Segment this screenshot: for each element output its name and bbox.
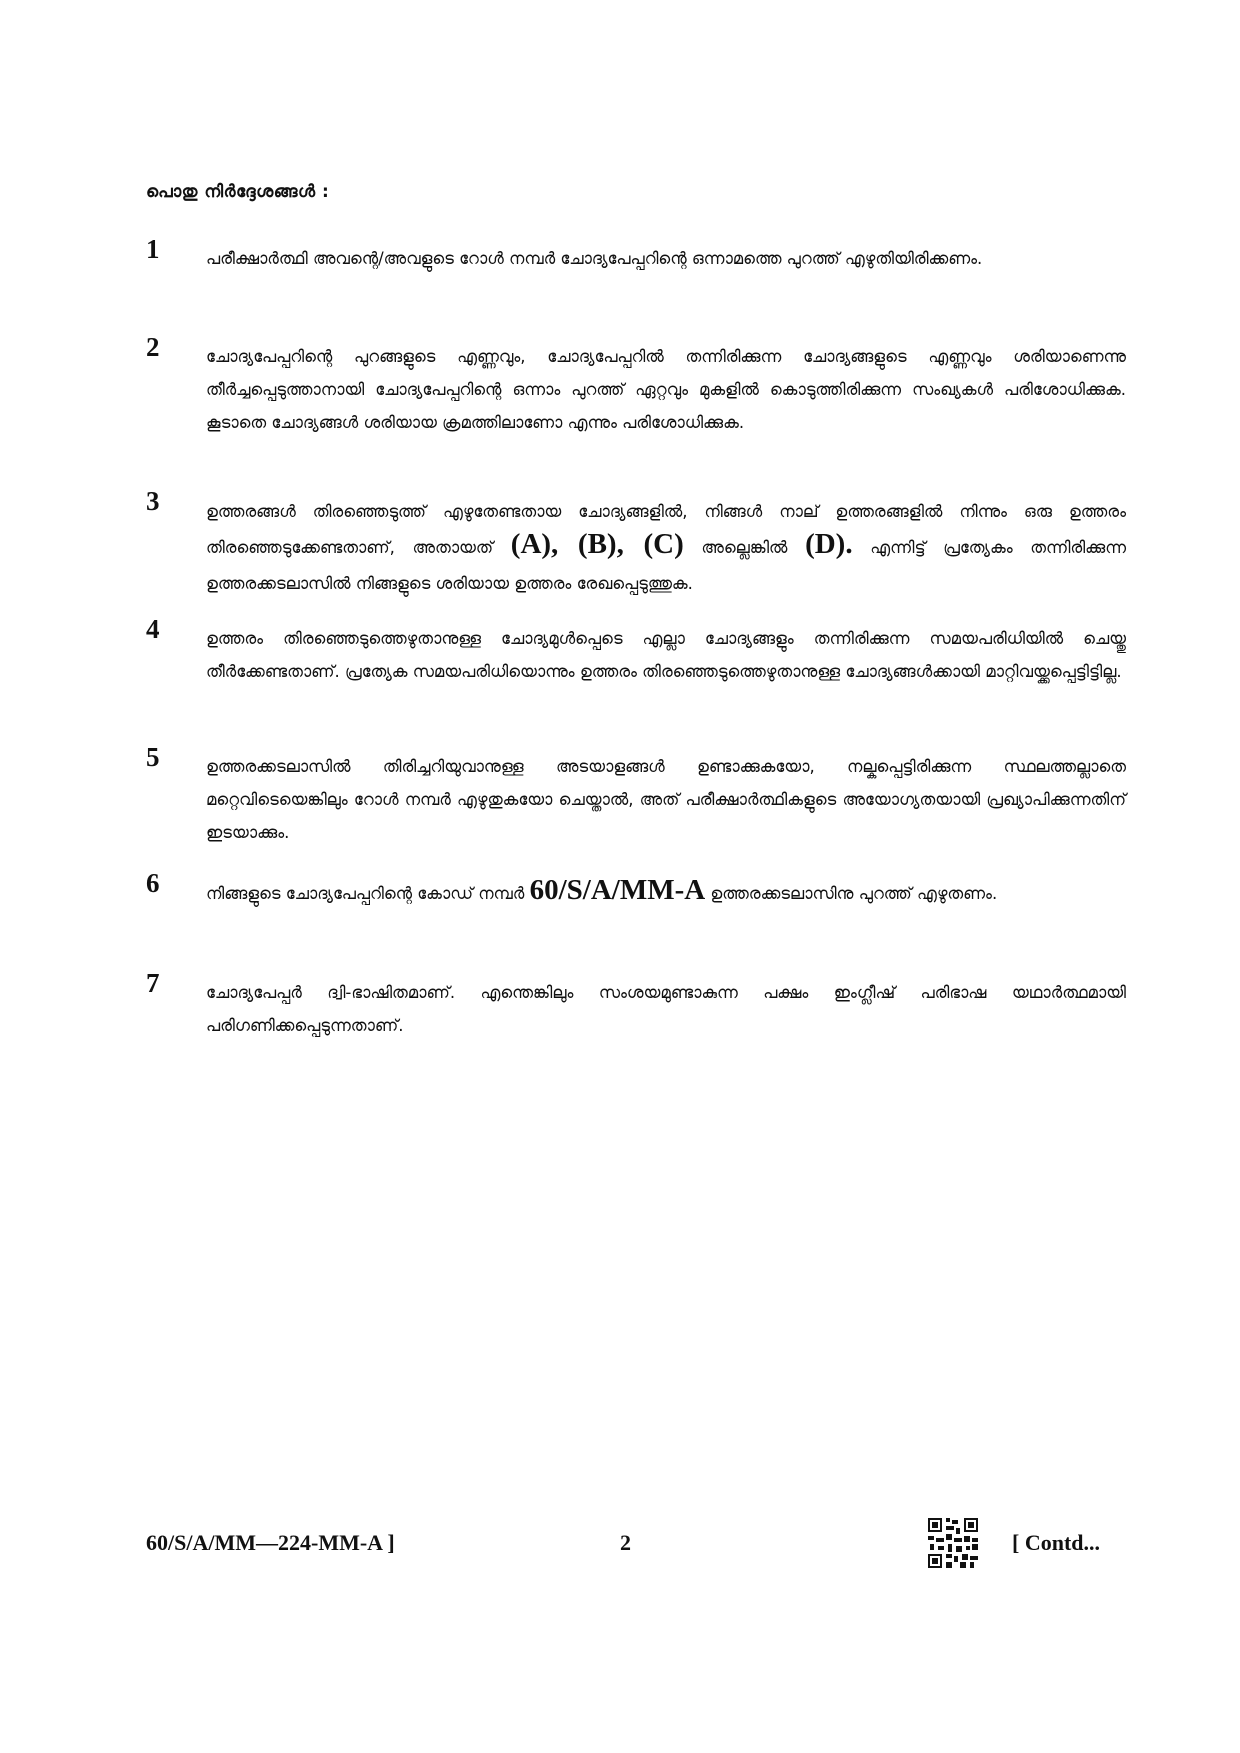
question-paper-code: 60/S/A/MM-A (529, 874, 706, 906)
instruction-text-part: നിങ്ങളുടെ ചോദ്യപേപ്പറിന്റെ കോഡ് നമ്പർ (206, 884, 525, 903)
instruction-text: ഉത്തരം തിരഞ്ഞെടുത്തെഴുതാനുള്ള ചോദ്യമുൾപ്പെടെ എല്ലാ ചോദ്യങ്ങളും തന്നിരിക്കുന്ന സമയപരിധിയിൽ ചെയ്തു തീർക്കേണ്ടതാണ്. പ്രത്യേക സമയപരിധിയൊന്നും ഉത്തരം തിരഞ്ഞെടുത്തെഴുതാനുള്ള ചോദ്യങ്ങൾക്കായി മാറ്റിവയ്ക്കപ്പെട്ടിട്ടില്ല. (206, 629, 1126, 681)
instruction-number: 6 (146, 868, 160, 898)
instruction-number: 3 (146, 486, 160, 516)
instruction-number: 2 (146, 332, 160, 362)
answer-options-abc: (A), (B), (C) (510, 528, 684, 560)
instruction-text (206, 494, 1126, 602)
instruction-text-part: ഉത്തരങ്ങൾ തിരഞ്ഞെടുത്ത് എഴുതേണ്ടതായ ചോദ്യങ്ങളിൽ, നിങ്ങൾ നാല് ഉത്തരങ്ങളിൽ നിന്നും ഒരു ഉത്തരം തിരഞ്ഞെടുക്കേണ്ടതാണ്, അതായത് (206, 502, 1126, 557)
instruction-text (206, 876, 1126, 910)
continued-label: [ Contd... (1012, 1530, 1101, 1555)
instruction-text-part: അല്ലെങ്കിൽ (701, 538, 788, 557)
answer-option-d: (D). (805, 528, 853, 560)
instruction-text-part: ഉത്തരക്കടലാസിനു പുറത്ത് എഴുതണം. (710, 884, 998, 903)
instruction-number: 1 (146, 234, 160, 264)
instruction-text: ചോദ്യപേപ്പറിന്റെ പുറങ്ങളുടെ എണ്ണവും, ചോദ്യപേപ്പറിൽ തന്നിരിക്കുന്ന ചോദ്യങ്ങളുടെ എണ്ണവും ശരിയാണെന്നു തീർച്ചപ്പെടുത്താനായി ചോദ്യപേപ്പറിന്റെ ഒന്നാം പുറത്ത് ഏറ്റവും മുകളിൽ കൊടുത്തിരിക്കുന്ന സംഖ്യകൾ പരിശോധിക്കുക. കൂടാതെ ചോദ്യങ്ങൾ ശരിയായ ക്രമത്തിലാണോ എന്നും പരിശോധിക്കുക. (206, 347, 1126, 432)
footer-paper-code: 60/S/A/MM—224-MM-A ] (146, 1530, 395, 1555)
footer-page-number: 2 (620, 1530, 631, 1555)
instruction-text: ഉത്തരക്കടലാസിൽ തിരിച്ചറിയുവാനുള്ള അടയാളങ്ങൾ ഉണ്ടാക്കുകയോ, നല്കപ്പെട്ടിരിക്കുന്ന സ്ഥലത്തല്ലാതെ മറ്റെവിടെയെങ്കിലും റോൾ നമ്പർ എഴുതുകയോ ചെയ്താൽ, അത് പരീക്ഷാർത്ഥികളുടെ അയോഗ്യതയായി പ്രഖ്യാപിക്കുന്നതിന് ഇടയാക്കും. (206, 757, 1126, 842)
qr-code-icon (928, 1518, 978, 1568)
instruction-number: 7 (146, 968, 160, 998)
instruction-text: പരീക്ഷാർത്ഥി അവന്റെ/അവളുടെ റോൾ നമ്പർ ചോദ്യപേപ്പറിന്റെ ഒന്നാമത്തെ പുറത്ത് എഴുതിയിരിക്കണം. (206, 249, 983, 268)
instruction-text: ചോദ്യപേപ്പർ ദ്വി-ഭാഷിതമാണ്. എന്തെങ്കിലും സംശയമുണ്ടാകുന്ന പക്ഷം ഇംഗ്ലീഷ് പരിഭാഷ യഥാർത്ഥമായി പരിഗണിക്കപ്പെടുന്നതാണ്. (206, 983, 1126, 1035)
instruction-text-part: എന്നിട്ട് പ്രത്യേകം തന്നിരിക്കുന്ന ഉത്തരക്കടലാസിൽ നിങ്ങളുടെ ശരിയായ ഉത്തരം രേഖപ്പെടുത്തുക. (206, 538, 1127, 593)
general-instructions-heading: പൊതു നിർദ്ദേശങ്ങൾ : (146, 182, 330, 202)
instruction-number: 4 (146, 614, 160, 644)
instruction-number: 5 (146, 742, 160, 772)
